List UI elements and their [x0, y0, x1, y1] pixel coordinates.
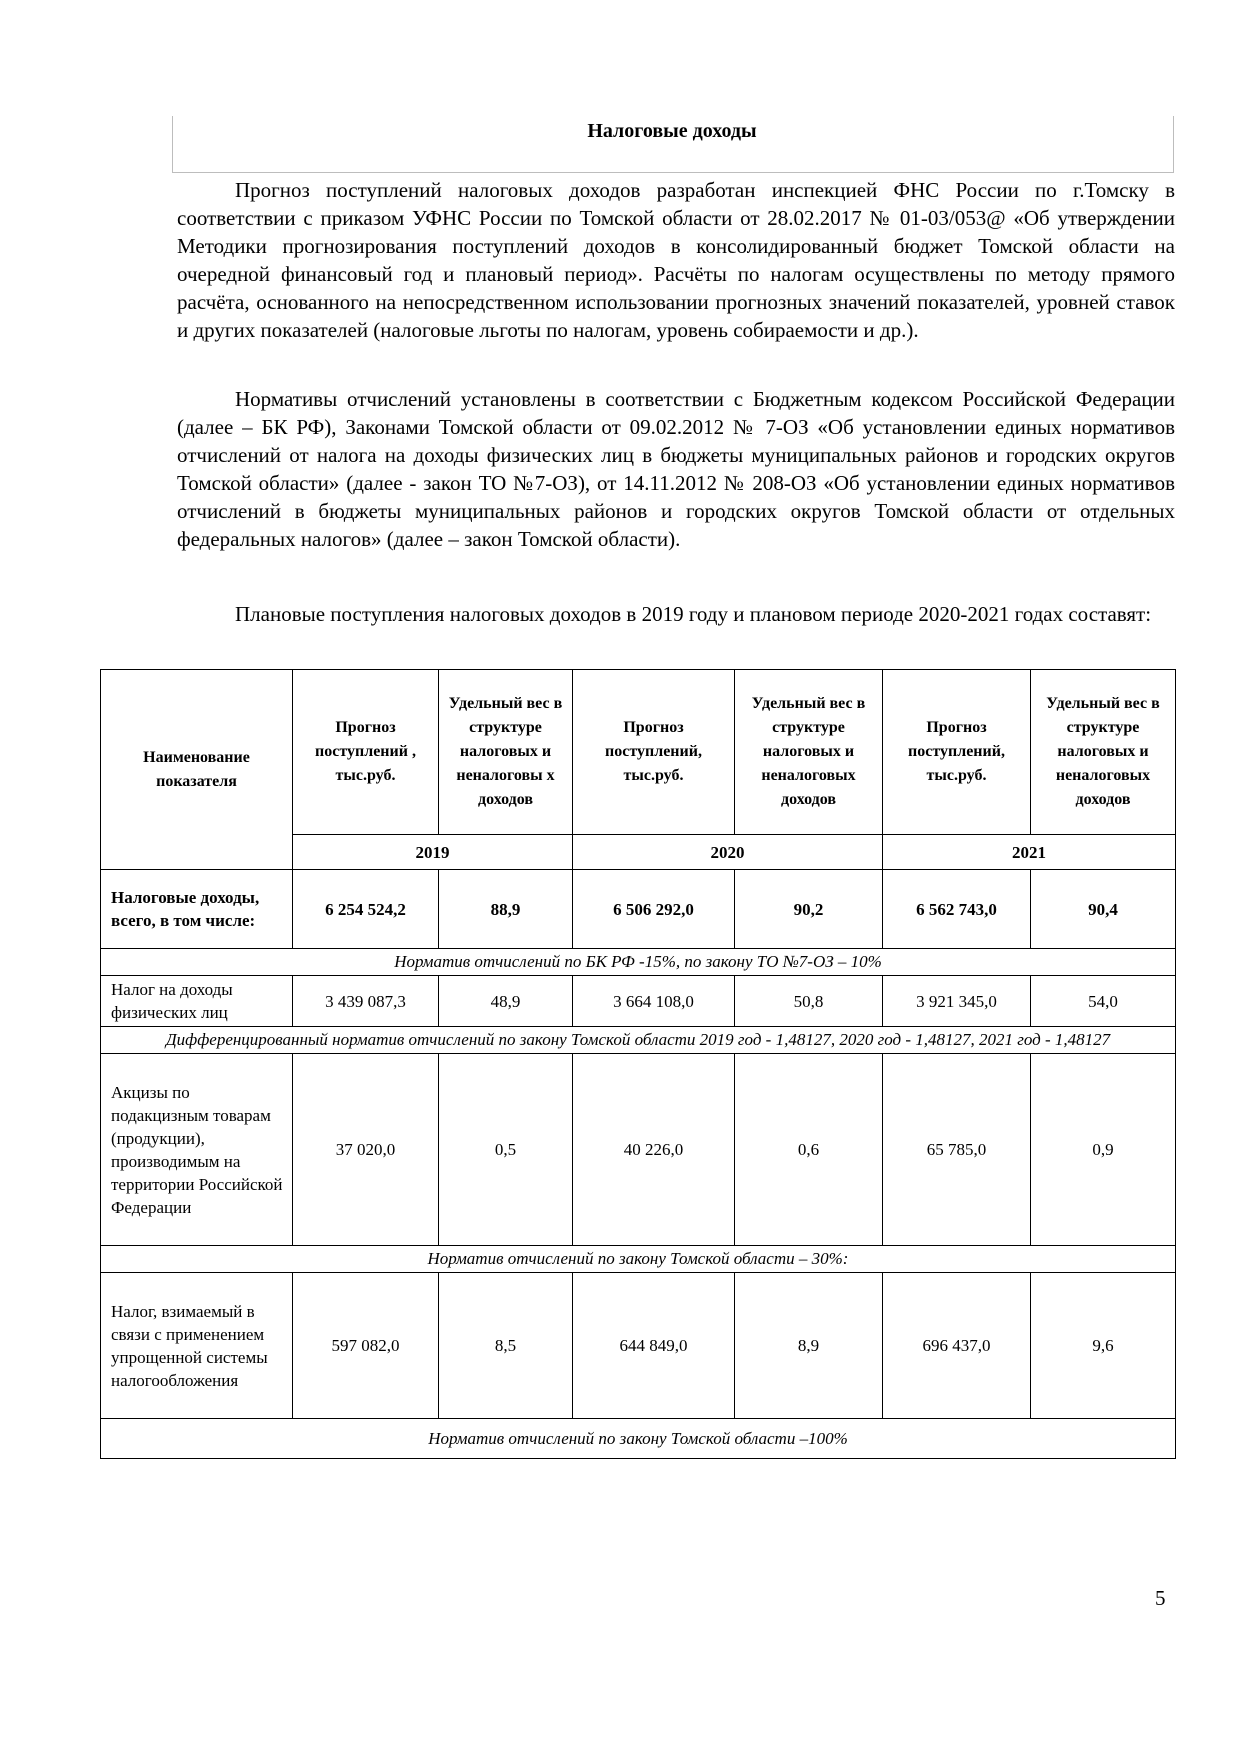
section-title: Налоговые доходы [587, 120, 757, 142]
cell-value: 3 664 108,0 [573, 976, 735, 1027]
row-name: Налог, взимаемый в связи с применением упрощенной системы налогообложения [101, 1273, 293, 1419]
table-row [101, 1054, 1176, 1246]
header-forecast-2019: Прогноз поступлений , тыс.руб. [293, 670, 439, 835]
cell-value: 8,9 [735, 1273, 883, 1419]
cell-value: 6 506 292,0 [573, 870, 735, 949]
cell-value: 696 437,0 [883, 1273, 1031, 1419]
cell-value: 0,6 [735, 1054, 883, 1246]
year-2021: 2021 [883, 835, 1176, 870]
cell-value: 50,8 [735, 976, 883, 1027]
cell-value: 597 082,0 [293, 1273, 439, 1419]
cell-value: 9,6 [1031, 1273, 1176, 1419]
table-note-row [101, 1246, 1176, 1273]
cell-value: 90,2 [735, 870, 883, 949]
note-ndfl: Норматив отчислений по БК РФ -15%, по закону ТО №7-ОЗ – 10% [101, 949, 1176, 976]
cell-value: 3 921 345,0 [883, 976, 1031, 1027]
header-share-2019: Удельный вес в структуре налоговых и неналоговы х доходов [439, 670, 573, 835]
cell-value: 54,0 [1031, 976, 1176, 1027]
note-final: Норматив отчислений по закону Томской области –100% [101, 1419, 1176, 1459]
table-note-row [101, 949, 1176, 976]
paragraph-deduction-norms: Нормативы отчислений установлены в соответствии с Бюджетным кодексом Российской Федерации (далее – БК РФ), Законами Томской области от 09.02.2012 № 7-ОЗ «Об установлении единых нормативов отчислений от налога на доходы физических лиц в бюджеты муниципальных районов и городских округов Томской области» (далее - закон ТО №7-ОЗ), от 14.11.2012 № 208-ОЗ «Об установлении единых нормативов отчислений в бюджеты муниципальных районов и городских округов Томской области от отдельных федеральных налогов» (далее – закон Томской области). [177, 387, 1175, 551]
header-forecast-2021: Прогноз поступлений, тыс.руб. [883, 670, 1031, 835]
cell-value: 88,9 [439, 870, 573, 949]
table-note-row [101, 1419, 1176, 1459]
cell-value: 40 226,0 [573, 1054, 735, 1246]
year-2019: 2019 [293, 835, 573, 870]
paragraph-forecast-method: Прогноз поступлений налоговых доходов разработан инспекцией ФНС России по г.Томску в соответствии с приказом УФНС России по Томской области от 28.02.2017 № 01-03/053@ «Об утверждении Методики прогнозирования поступлений доходов в консолидированный бюджет Томской области на очередной финансовый год и плановый период». Расчёты по налогам осуществлены по методу прямого расчёта, основанного на непосредственном использовании прогнозных значений показателей, уровней ставок и других показателей (налоговые льготы по налогам, уровень собираемости и др.). [177, 178, 1175, 342]
cell-value: 37 020,0 [293, 1054, 439, 1246]
header-share-2021: Удельный вес в структуре налоговых и неналоговых доходов [1031, 670, 1176, 835]
cell-value: 6 254 524,2 [293, 870, 439, 949]
table-header-row [101, 670, 1176, 835]
cell-value: 3 439 087,3 [293, 976, 439, 1027]
table-note-row [101, 1027, 1176, 1054]
cell-value: 644 849,0 [573, 1273, 735, 1419]
table-row [101, 976, 1176, 1027]
header-name: Наименование показателя [101, 670, 293, 870]
cell-value: 65 785,0 [883, 1054, 1031, 1246]
note-excise: Дифференцированный норматив отчислений по закону Томской области 2019 год - 1,48127, 2020 год - 1,48127, 2021 год - 1,48127 [101, 1027, 1176, 1054]
tax-revenue-table [100, 669, 1176, 1459]
year-2020: 2020 [573, 835, 883, 870]
row-name: Налоговые доходы, всего, в том числе: [101, 870, 293, 949]
row-name: Налог на доходы физических лиц [101, 976, 293, 1027]
note-simplified-tax: Норматив отчислений по закону Томской области – 30%: [101, 1246, 1176, 1273]
cell-value: 8,5 [439, 1273, 573, 1419]
cell-value: 0,5 [439, 1054, 573, 1246]
header-share-2020: Удельный вес в структуре налоговых и неналоговых доходов [735, 670, 883, 835]
table-row [101, 1273, 1176, 1419]
table-row-total [101, 870, 1176, 949]
cell-value: 48,9 [439, 976, 573, 1027]
cell-value: 0,9 [1031, 1054, 1176, 1246]
paragraph-planned-revenues: Плановые поступления налоговых доходов в 2019 году и плановом периоде 2020-2021 годах составят: [235, 602, 1152, 626]
page-number: 5 [1155, 1586, 1166, 1610]
cell-value: 90,4 [1031, 870, 1176, 949]
header-forecast-2020: Прогноз поступлений, тыс.руб. [573, 670, 735, 835]
cell-value: 6 562 743,0 [883, 870, 1031, 949]
row-name: Акцизы по подакцизным товарам (продукции), производимым на территории Российской Федерации [101, 1054, 293, 1246]
